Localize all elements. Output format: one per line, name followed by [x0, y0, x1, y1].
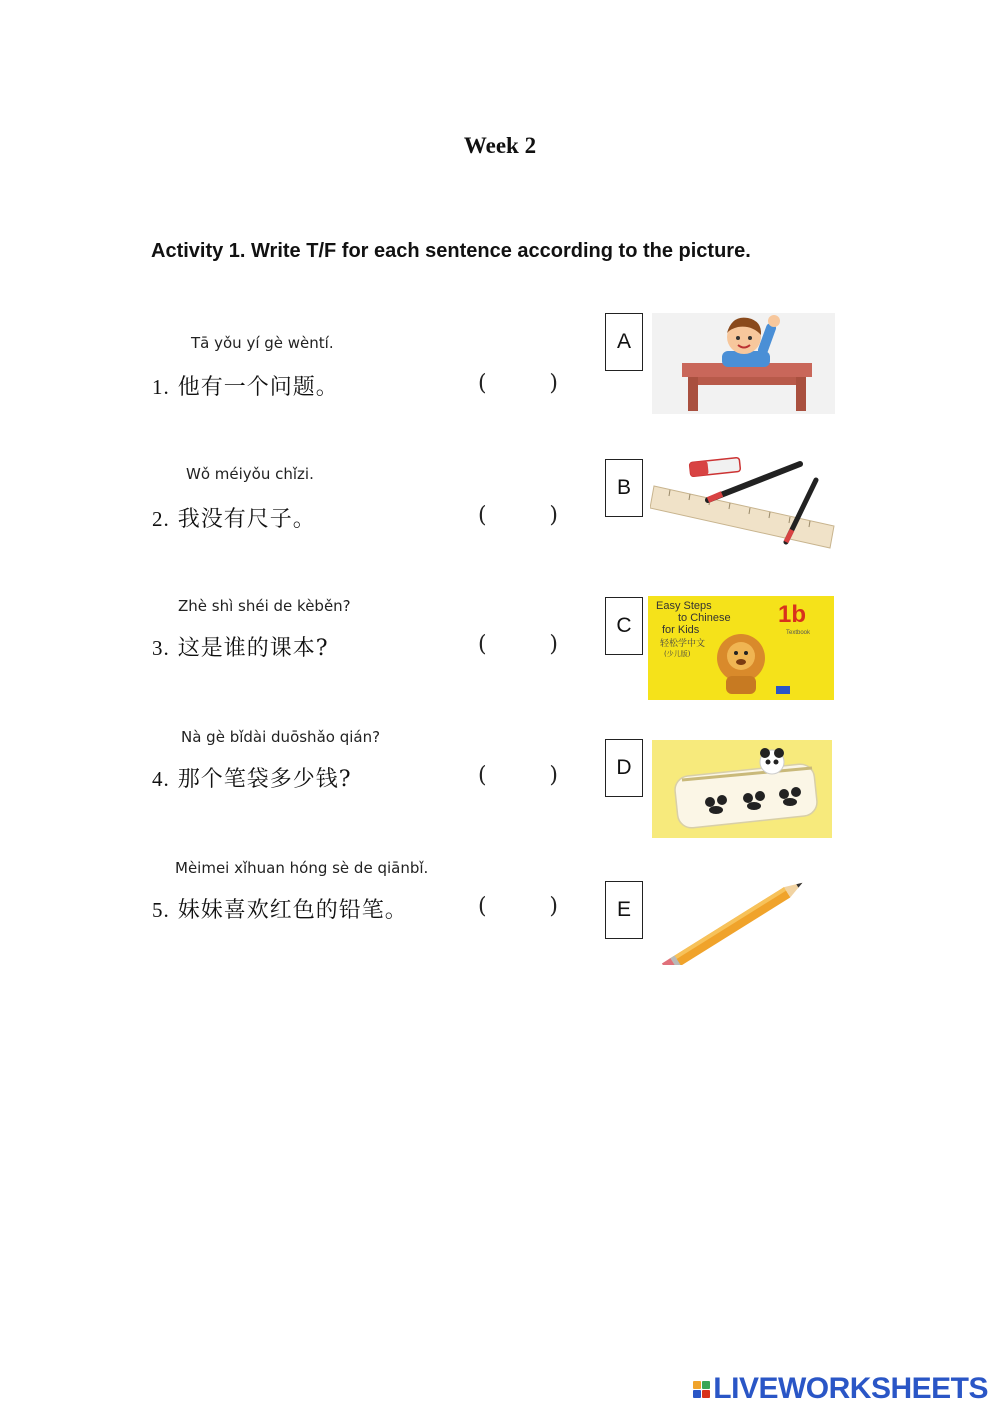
boy-raising-hand-icon	[652, 313, 835, 414]
question-number-4: 4.	[152, 767, 170, 791]
pinyin-5: Mèimei xǐhuan hóng sè de qiānbǐ.	[175, 859, 429, 877]
svg-text:to Chinese: to Chinese	[678, 612, 731, 624]
pinyin-3: Zhè shì shéi de kèběn?	[178, 597, 351, 615]
svg-text:Easy Steps: Easy Steps	[656, 600, 712, 612]
ruler-pencils-eraser-icon	[650, 456, 836, 552]
question-number-5: 5.	[152, 898, 170, 922]
picture-label-e: E	[605, 881, 643, 939]
sentence-text-3: 这是谁的课本?	[177, 636, 329, 661]
question-number-3: 3.	[152, 636, 170, 660]
textbook-cover-icon	[648, 596, 834, 700]
question-row-5	[0, 855, 1000, 985]
activity-instructions: Activity 1. Write T/F for each sentence according to the picture.	[151, 240, 751, 262]
page-title: Week 2	[463, 133, 537, 158]
sentence-1	[152, 370, 339, 401]
picture-label-c: C	[605, 597, 643, 655]
sentence-4	[152, 762, 352, 793]
pinyin-1: Tā yǒu yí gè wèntí.	[191, 334, 334, 352]
pinyin-4: Nà gè bǐdài duōshǎo qián?	[181, 728, 381, 746]
sentence-text-4: 那个笔袋多少钱?	[177, 767, 352, 792]
picture-label-b: B	[605, 459, 643, 517]
svg-text:(少儿版): (少儿版)	[664, 650, 691, 658]
answer-blank-4[interactable]: ( )	[478, 762, 558, 788]
question-row-2	[0, 456, 1000, 586]
svg-text:轻松学中文: 轻松学中文	[660, 639, 706, 649]
sentence-3	[152, 631, 329, 662]
sentence-5	[152, 893, 408, 924]
sentence-2	[152, 502, 316, 533]
question-row-1	[0, 310, 1000, 440]
picture-label-d: D	[605, 739, 643, 797]
question-number-2: 2.	[152, 507, 170, 531]
answer-blank-5[interactable]: ( )	[478, 893, 558, 919]
panda-pencil-case-icon	[652, 740, 832, 838]
pencil-icon	[652, 881, 824, 965]
picture-label-a: A	[605, 313, 643, 371]
svg-text:1b: 1b	[778, 601, 807, 628]
answer-blank-2[interactable]: ( )	[478, 502, 558, 528]
brand-mark-icon	[693, 1381, 710, 1398]
question-row-3	[0, 593, 1000, 723]
answer-blank-1[interactable]: ( )	[478, 370, 558, 396]
svg-text:Textbook: Textbook	[786, 630, 811, 636]
sentence-text-5: 妹妹喜欢红色的铅笔。	[177, 898, 408, 923]
answer-blank-3[interactable]: ( )	[478, 631, 558, 657]
question-row-4	[0, 724, 1000, 854]
sentence-text-1: 他有一个问题。	[177, 375, 339, 400]
brand-name: LIVEWORKSHEETS	[713, 1372, 988, 1405]
liveworksheets-logo	[693, 1372, 988, 1406]
question-number-1: 1.	[152, 375, 170, 399]
svg-text:for Kids: for Kids	[662, 624, 700, 636]
sentence-text-2: 我没有尺子。	[177, 507, 316, 532]
pinyin-2: Wǒ méiyǒu chǐzi.	[186, 465, 314, 483]
